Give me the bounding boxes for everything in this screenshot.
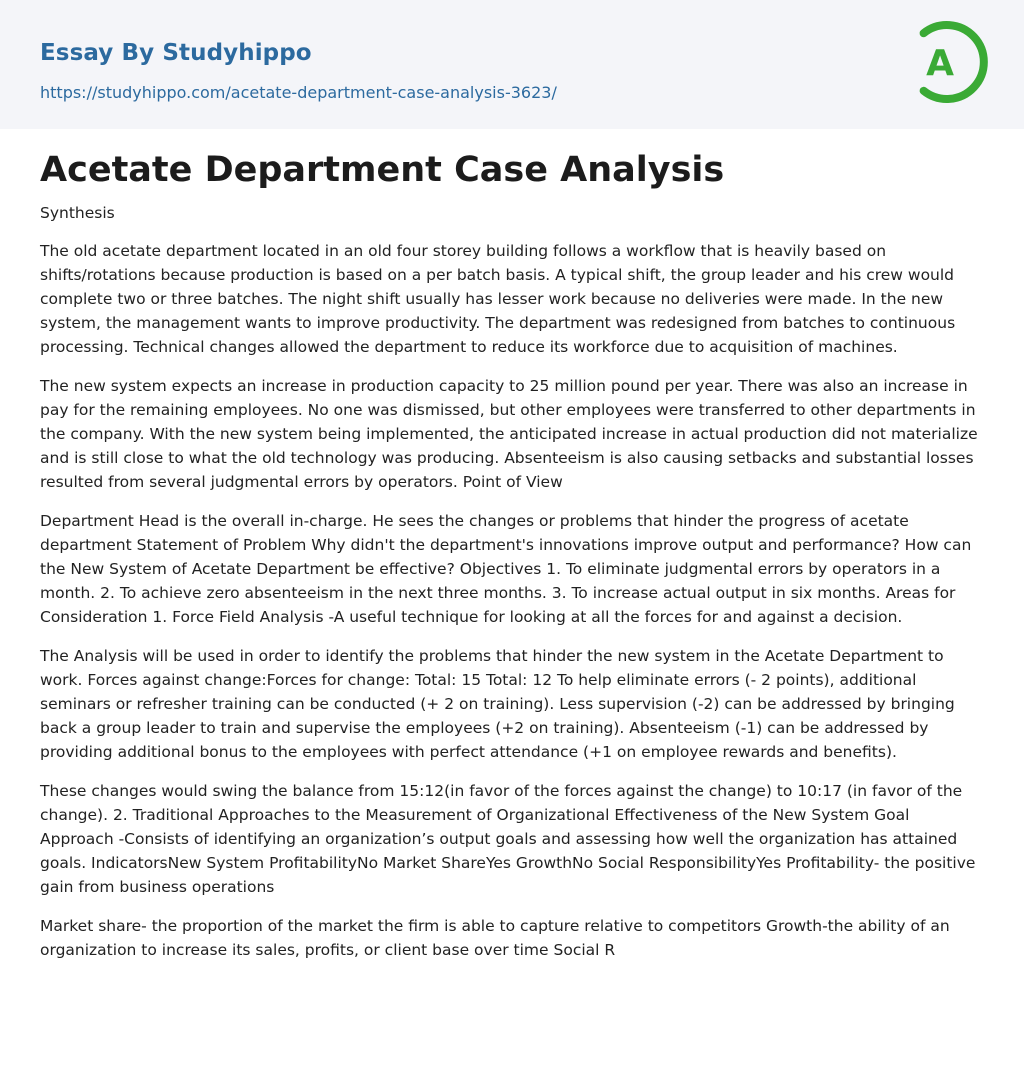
article-paragraph: Department Head is the overall in-charge. He sees the changes or problems that hinder the progress of acetate department Statement of Problem Why didn't the department's innovations improve output and performance? How can the New System of Acetate Department be effective? Objectives 1. To eliminate judgmental errors by operators in a month. 2. To achieve zero absenteeism in the next three months. 3. To increase actual output in six months. Areas for Consideration 1. Force Field Analysis -A useful technique for looking at all the forces for and against a decision.: [40, 512, 972, 626]
article-title: Acetate Department Case Analysis: [40, 150, 725, 190]
article-paragraph: Market share- the proportion of the market the firm is able to capture relative to competitors Growth-the ability of an organization to increase its sales, profits, or client base over time Social R: [40, 917, 950, 959]
essay-url-link[interactable]: https://studyhippo.com/acetate-department-case-analysis-3623/: [40, 83, 557, 102]
studyhippo-logo-icon[interactable]: [908, 18, 990, 106]
site-brand[interactable]: Essay By Studyhippo: [40, 40, 312, 66]
article-paragraph: The old acetate department located in an old four storey building follows a workflow that is heavily based on shifts/rotations because production is based on a per batch basis. A typical shift, the group leader and his crew would complete two or three batches. The night shift usually has lesser work because no deliveries were made. In the new system, the management wants to improve productivity. The department was redesigned from batches to continuous processing. Technical changes allowed the department to reduce its workforce due to acquisition of machines.: [40, 242, 956, 356]
article-paragraph: The Analysis will be used in order to identify the problems that hinder the new system in the Acetate Department to work. Forces against change:Forces for change: Total: 15 Total: 12 To help eliminate errors (- 2 points), additional seminars or refresher training can be conducted (+ 2 on training). Less supervision (-2) can be addressed by bringing back a group leader to train and supervise the employees (+2 on training). Absenteeism (-1) can be addressed by providing additional bonus to the employees with perfect attendance (+1 on employee rewards and benefits).: [40, 647, 955, 761]
article-subject: Synthesis: [40, 204, 115, 222]
article-paragraph: These changes would swing the balance from 15:12(in favor of the forces against the change) to 10:17 (in favor of the change). 2. Traditional Approaches to the Measurement of Organizational Effectiveness of the New System Goal Approach -Consists of identifying an organization’s output goals and assessing how well the organization has attained goals. IndicatorsNew System ProfitabilityNo Market ShareYes GrowthNo Social ResponsibilityYes Profitability- the positive gain from business operations: [40, 782, 976, 896]
site-header: [0, 0, 1024, 129]
article-paragraph: The new system expects an increase in production capacity to 25 million pound per year. There was also an increase in pay for the remaining employees. No one was dismissed, but other employees were transferred to other departments in the company. With the new system being implemented, the anticipated increase in actual production did not materialize and is still close to what the old technology was producing. Absenteeism is also causing setbacks and substantial losses resulted from several judgmental errors by operators. Point of View: [40, 377, 978, 491]
logo-letter: A: [926, 43, 954, 84]
article-body: [0, 149, 1024, 962]
